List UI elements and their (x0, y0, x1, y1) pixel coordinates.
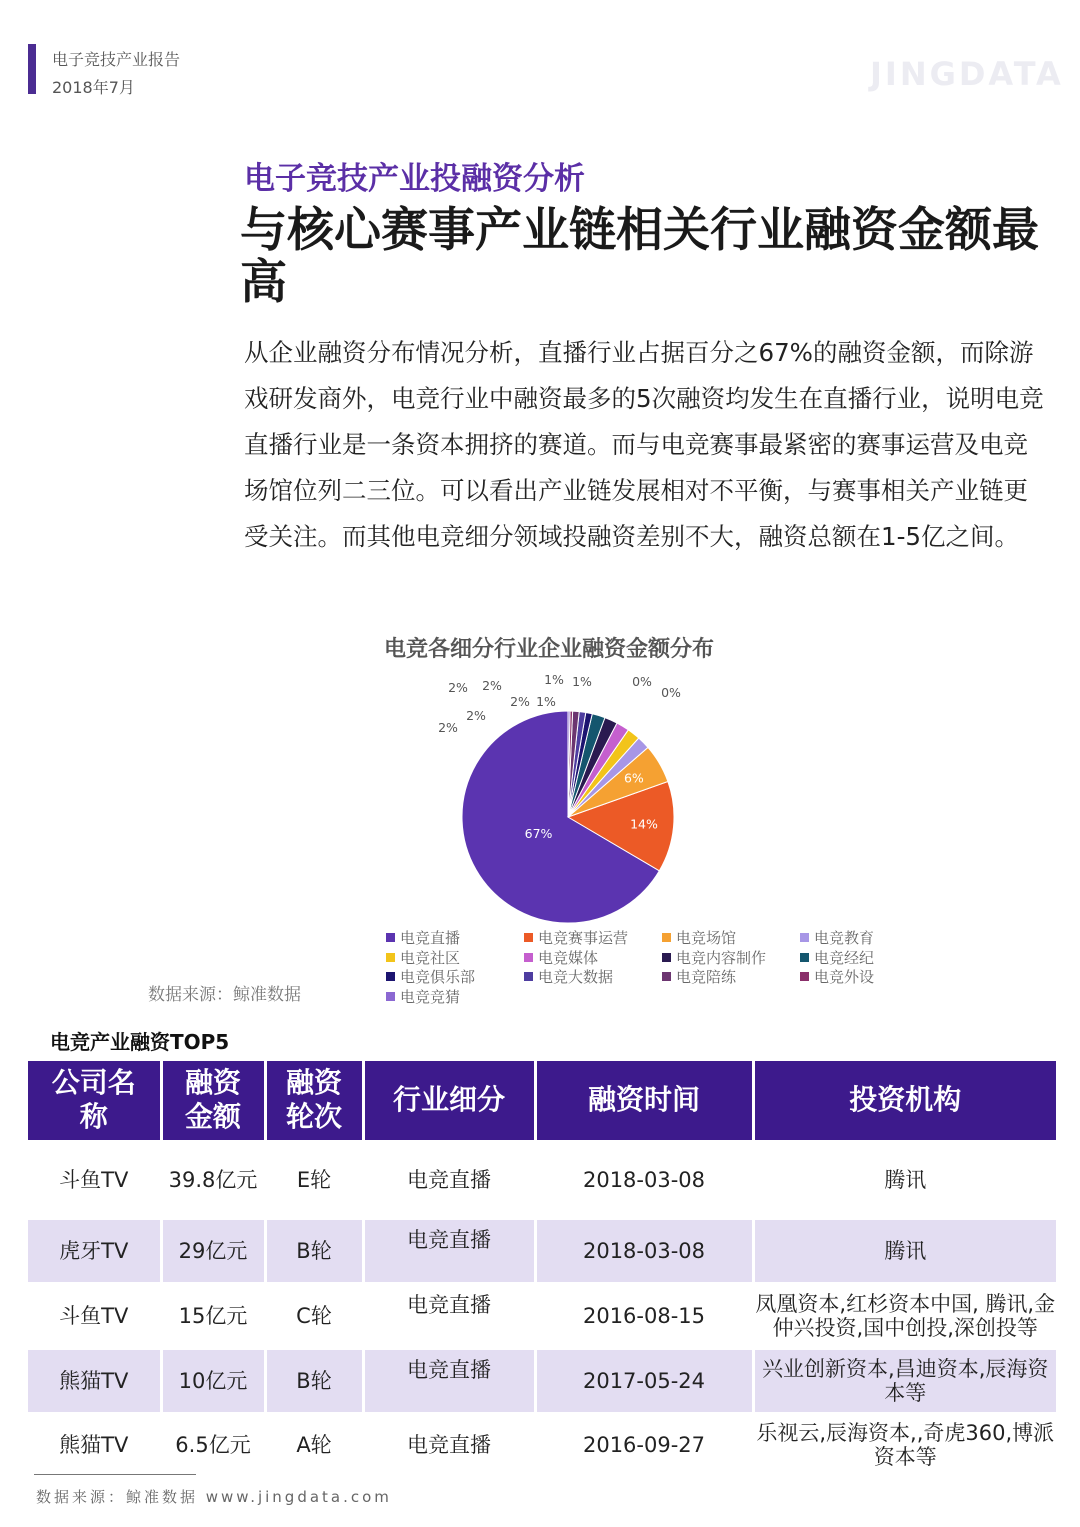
pie-chart (380, 670, 710, 930)
report-date: 2018年7月 (52, 78, 135, 97)
legend-label: 电竞媒体 (538, 948, 599, 967)
legend-label: 电竞教育 (814, 929, 875, 948)
chart-legend (386, 928, 946, 1006)
legend-label: 电竞陪练 (676, 968, 737, 987)
chart-source: 数据来源：鲸准数据 (148, 985, 301, 1005)
cell-amount: 10亿元 (161, 1348, 265, 1413)
legend-item (800, 948, 938, 968)
cell-segment: 电竞直播 (363, 1283, 535, 1348)
table-row (28, 1218, 1056, 1283)
legend-swatch (386, 953, 395, 962)
page-title: 与核心赛事产业链相关行业融资金额最高 (240, 203, 1039, 310)
financing-top5-table (28, 1061, 1056, 1475)
cell-date: 2016-08-15 (535, 1283, 753, 1348)
cell-amount: 39.8亿元 (161, 1141, 265, 1218)
header-date: 融资时间 (535, 1061, 753, 1141)
pie-slice-label: 2% (466, 708, 486, 723)
table-row (28, 1348, 1056, 1413)
cell-amount: 29亿元 (161, 1218, 265, 1283)
legend-swatch (386, 933, 395, 942)
cell-round: B轮 (265, 1218, 363, 1283)
cell-company: 斗鱼TV (28, 1283, 161, 1348)
cell-round: A轮 (265, 1413, 363, 1475)
legend-item (800, 967, 938, 987)
legend-swatch (386, 972, 395, 981)
pie-slice-label: 1% (536, 694, 556, 709)
cell-investors: 腾讯 (753, 1218, 1056, 1283)
chart-title: 电竞各细分行业企业融资金额分布 (384, 637, 715, 662)
table-title: 电竞产业融资TOP5 (50, 1030, 230, 1054)
footer-source: 数据来源：鲸准数据 www.jingdata.com (36, 1488, 392, 1506)
pie-slice-label: 2% (438, 720, 458, 735)
legend-swatch (524, 972, 533, 981)
legend-label: 电竞内容制作 (676, 948, 767, 967)
cell-investors: 凤凰资本,红杉资本中国, 腾讯,金仲兴投资,国中创投,深创投等 (753, 1283, 1056, 1348)
pie-slice-label: 2% (482, 678, 502, 693)
section-title: 电子竞技产业投融资分析 (244, 161, 585, 197)
pie-slice-label: 67% (524, 825, 553, 841)
report-title: 电子竞技产业报告 (52, 50, 181, 69)
legend-swatch (662, 933, 671, 942)
legend-swatch (800, 953, 809, 962)
pie-slice-label: 6% (623, 770, 644, 786)
header-investors: 投资机构 (753, 1061, 1056, 1141)
legend-item (386, 987, 524, 1007)
legend-item (662, 967, 800, 987)
cell-amount: 15亿元 (161, 1283, 265, 1348)
legend-label: 电竞直播 (400, 929, 461, 948)
legend-item (524, 948, 662, 968)
header-company: 公司名称 (28, 1061, 161, 1141)
legend-label: 电竞俱乐部 (400, 968, 476, 987)
legend-label: 电竞外设 (814, 968, 875, 987)
pie-slice-label: 0% (661, 685, 681, 700)
header-segment: 行业细分 (363, 1061, 535, 1141)
legend-item (386, 948, 524, 968)
cell-investors: 兴业创新资本,昌迪资本,辰海资本等 (753, 1348, 1056, 1413)
cell-investors: 乐视云,辰海资本,,奇虎360,博派资本等 (753, 1413, 1056, 1475)
legend-swatch (800, 933, 809, 942)
legend-swatch (524, 933, 533, 942)
header-accent-bar (28, 44, 36, 94)
cell-round: E轮 (265, 1141, 363, 1218)
legend-label: 电竞竞猜 (400, 987, 461, 1006)
body-paragraph: 从企业融资分布情况分析，直播行业占据百分之67%的融资金额，而除游戏研发商外，电竞行业中融资最多的5次融资均发生在直播行业，说明电竞直播行业是一条资本拥挤的赛道。而与电竞赛事最紧密的赛事运营及电竞场馆位列二三位。可以看出产业链发展相对不平衡，与赛事相关产业链更受关注。而其他电竞细分领域投融资差别不大，融资总额在1-5亿之间。 (244, 338, 1044, 551)
legend-item (524, 928, 662, 948)
cell-date: 2016-09-27 (535, 1413, 753, 1475)
cell-round: B轮 (265, 1348, 363, 1413)
cell-date: 2017-05-24 (535, 1348, 753, 1413)
cell-company: 熊猫TV (28, 1413, 161, 1475)
legend-item (386, 928, 524, 948)
legend-swatch (662, 972, 671, 981)
legend-label: 电竞大数据 (538, 968, 614, 987)
legend-label: 电竞赛事运营 (538, 929, 629, 948)
cell-company: 熊猫TV (28, 1348, 161, 1413)
cell-date: 2018-03-08 (535, 1141, 753, 1218)
legend-swatch (386, 992, 395, 1001)
cell-segment: 电竞直播 (363, 1218, 535, 1283)
cell-amount: 6.5亿元 (161, 1413, 265, 1475)
legend-item (662, 948, 800, 968)
legend-label: 电竞场馆 (676, 929, 737, 948)
legend-item (800, 928, 938, 948)
cell-date: 2018-03-08 (535, 1218, 753, 1283)
cell-investors: 腾讯 (753, 1141, 1056, 1218)
table-row (28, 1413, 1056, 1475)
legend-item (662, 928, 800, 948)
pie-slice-label: 2% (448, 680, 468, 695)
pie-slice-label: 0% (632, 674, 652, 689)
pie-slice-label: 1% (544, 672, 564, 687)
footer-divider (34, 1474, 196, 1475)
pie-slice-label: 14% (630, 816, 658, 832)
cell-segment: 电竞直播 (363, 1413, 535, 1475)
cell-company: 斗鱼TV (28, 1141, 161, 1218)
watermark-logo: JINGDATA (870, 55, 1064, 93)
legend-swatch (524, 953, 533, 962)
legend-label: 电竞经纪 (814, 948, 875, 967)
legend-swatch (800, 972, 809, 981)
cell-segment: 电竞直播 (363, 1348, 535, 1413)
legend-item (386, 967, 524, 987)
table-row (28, 1283, 1056, 1348)
legend-item (524, 967, 662, 987)
legend-swatch (662, 953, 671, 962)
cell-company: 虎牙TV (28, 1218, 161, 1283)
legend-label: 电竞社区 (400, 948, 461, 967)
pie-slice-label: 2% (510, 694, 530, 709)
header-round: 融资轮次 (265, 1061, 363, 1141)
header-amount: 融资金额 (161, 1061, 265, 1141)
cell-segment: 电竞直播 (363, 1141, 535, 1218)
table-header-row (28, 1061, 1056, 1141)
pie-slice-label: 1% (572, 674, 592, 689)
table-row (28, 1141, 1056, 1218)
cell-round: C轮 (265, 1283, 363, 1348)
